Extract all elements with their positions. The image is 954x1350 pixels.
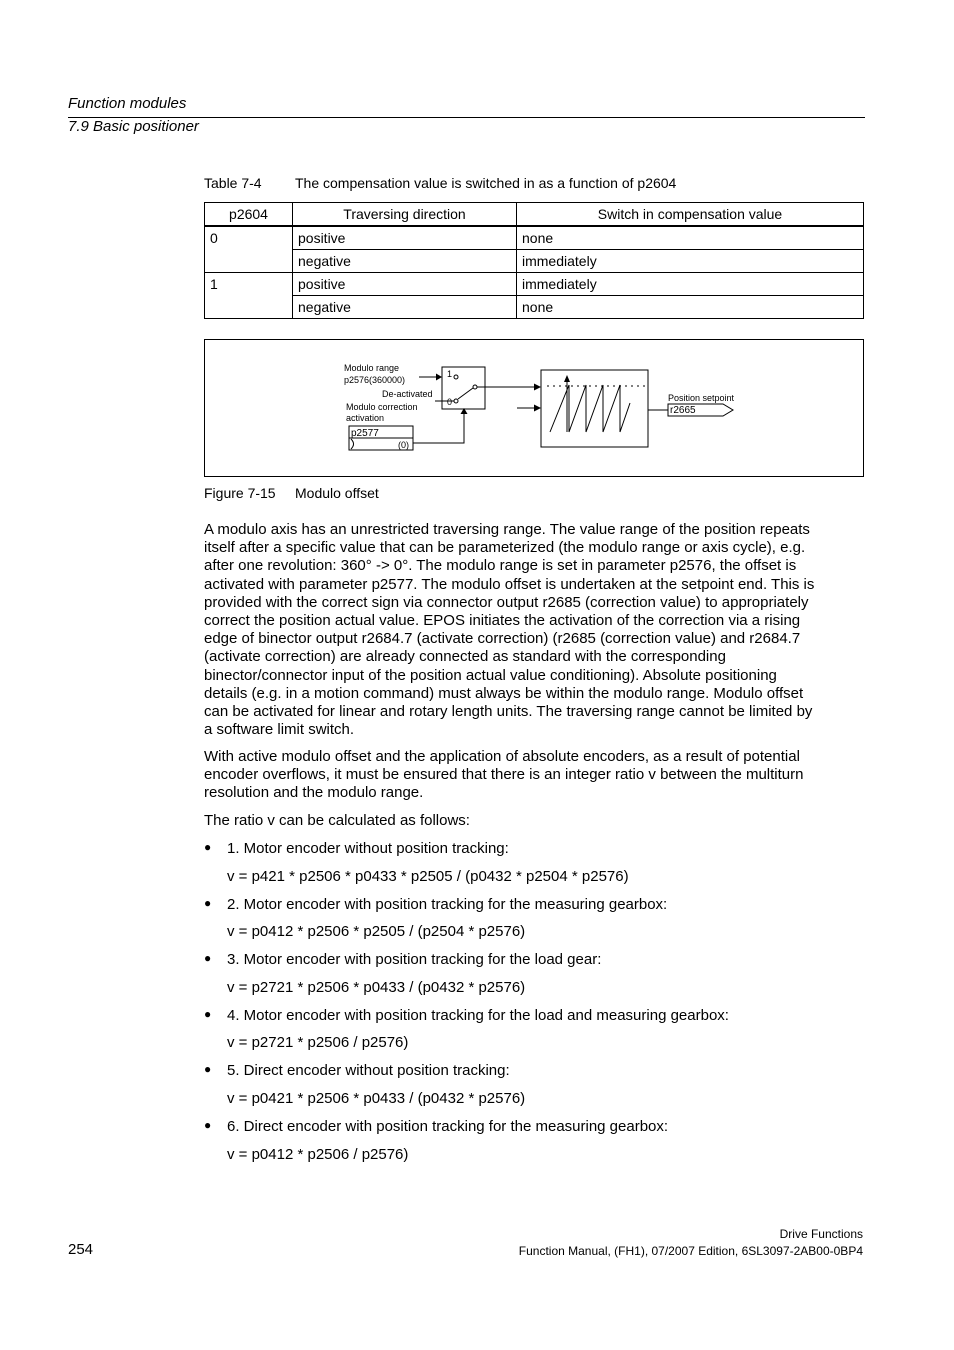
list-item-text: 1. Motor encoder without position tracking: [227,840,509,857]
table-row [205,250,864,273]
paragraph-line: edge of binector output r2684.7 (activate correction) (r2685 (correction value) and r2684.7 [204,630,801,648]
table-cell: positive [293,226,517,250]
table-cell: negative [293,250,517,273]
arrow-head [564,375,570,382]
table-cell: negative [293,296,517,319]
bullet-dot: ● [204,1007,212,1021]
list-item-formula: v = p0412 * p2506 * p2505 / (p2504 * p2576) [227,923,526,940]
table-cell: immediately [517,273,864,296]
label-position-setpoint: Position setpoint [668,393,735,403]
switch-label-1: 1 [447,369,453,379]
paragraph-line: a software limit switch. [204,721,355,739]
label-deactivated: De-activated [382,389,433,399]
bullet-dot: ● [204,1062,212,1076]
paragraph-line: details (e.g. in a motion command) must always be within the modulo range. Modulo offset [204,684,804,702]
arrow-head [534,405,541,412]
footer-edition: Function Manual, (FH1), 07/2007 Edition, 6SL3097-2AB00-0BP4 [518,1244,863,1258]
paragraph-modulo-axis [204,521,864,739]
table-header-row [205,203,864,227]
paragraph-line: With active modulo offset and the application of absolute encoders, as a result of potential [204,748,800,765]
paragraph-line: encoder overflows, it must be ensured that there is an integer ratio v between the multiturn [204,766,804,784]
table-cell: immediately [517,250,864,273]
table-cell: none [517,296,864,319]
label-correction-2: activation [346,413,385,423]
sawtooth-curve [550,385,630,432]
figure-caption-text: Modulo offset [295,485,379,501]
list-item-formula: v = p2721 * p2506 * p0433 / (p0432 * p2576) [227,979,526,996]
paragraph-line: after one revolution: 360° -> 0°. The modulo range is set in parameter p2576, the offset is [204,557,797,575]
paragraph-ratio-intro [204,812,864,830]
table-cell: 1 [205,273,293,319]
paragraph-line: provided with the correct sign via connector output r2685 (correction value) to appropriately [204,593,809,611]
header-divider [68,117,865,118]
running-header-subsection: 7.9 Basic positioner [68,118,199,135]
paragraph-line: correct the position actual value. EPOS initiates the activation of the correction via a rising [204,612,801,630]
arrow-head [436,374,442,381]
bullet-dot: ● [204,840,212,854]
label-correction-1: Modulo correction [346,402,418,412]
paragraph-line: itself after a specific value that can be parameterized (the modulo range or axis cycle), e.g. [204,539,806,557]
switch-label-0: 0 [447,397,453,407]
paragraph-line: activated with parameter p2577. The modulo offset is undertaken at the setpoint end. This is [204,575,815,593]
figure-caption [204,485,379,501]
page-number: 254 [68,1241,94,1258]
bullet-dot: ● [204,1118,212,1132]
list-item-formula: v = p0412 * p2506 / p2576) [227,1146,409,1163]
list-item-text: 4. Motor encoder with position tracking for the load and measuring gearbox: [227,1007,729,1024]
switch-lever [458,388,473,399]
paragraph-line: can be activated for linear and rotary length units. The traversing range cannot be limited by [204,703,813,721]
table-cell: 0 [205,226,293,273]
p2577-connector [413,409,464,443]
p2577-label: p2577 [351,428,379,439]
figure-number: Figure 7-15 [204,485,276,501]
table-cell: positive [293,273,517,296]
table-row [205,273,864,296]
list-item-text: 2. Motor encoder with position tracking for the measuring gearbox: [227,896,668,913]
list-item-text: 3. Motor encoder with position tracking for the load gear: [227,951,602,968]
column-header: Traversing direction [293,203,517,227]
switch-contact-1 [454,375,458,379]
list-item-text: 6. Direct encoder with position tracking for the measuring gearbox: [227,1118,669,1135]
list-item-formula: v = p421 * p2506 * p0433 * p2505 / (p0432 * p2504 * p2576) [227,868,629,885]
bullet-dot: ● [204,896,212,910]
list-item-formula: v = p2721 * p2506 / p2576) [227,1034,409,1051]
column-header: p2604 [205,203,293,227]
p2577-default: (0) [398,440,409,450]
list-item-formula: v = p0421 * p2506 * p0433 / (p0432 * p2576) [227,1090,526,1107]
label-modulo-range: Modulo range [344,363,400,373]
figure-frame [204,339,864,477]
arrow-head [534,384,541,391]
table-cell: none [517,226,864,250]
paragraph-absolute-encoders [204,748,864,803]
switch-contact-0 [454,399,458,403]
r2665-label: r2665 [670,405,696,416]
paragraph-line: The ratio v can be calculated as follows: [204,812,470,829]
modulo-offset-diagram [205,340,863,476]
paragraph-line: resolution and the modulo range. [204,784,424,802]
paragraph-line: binector/connector input of the position actual value conditioning). Absolute positioning [204,666,777,684]
table-caption-text: The compensation value is switched in as a function of p2604 [295,175,677,191]
compensation-table [204,202,864,319]
bullet-dot: ● [204,951,212,965]
running-header-section: Function modules [68,95,187,112]
table-row [205,296,864,319]
table-number: Table 7-4 [204,175,262,191]
table-row [205,226,864,250]
p2577-bracket [351,439,354,449]
table-caption [204,175,676,191]
paragraph-line: (activate correction) are already connected as standard with the corresponding [204,648,726,666]
column-header: Switch in compensation value [517,203,864,227]
list-item-text: 5. Direct encoder without position tracking: [227,1062,510,1079]
paragraph-line: A modulo axis has an unrestricted traversing range. The value range of the position repeats [204,521,810,538]
switch-pivot [473,385,477,389]
label-modulo-param: p2576(360000) [344,375,406,385]
footer-doc-title: Drive Functions [779,1227,863,1241]
